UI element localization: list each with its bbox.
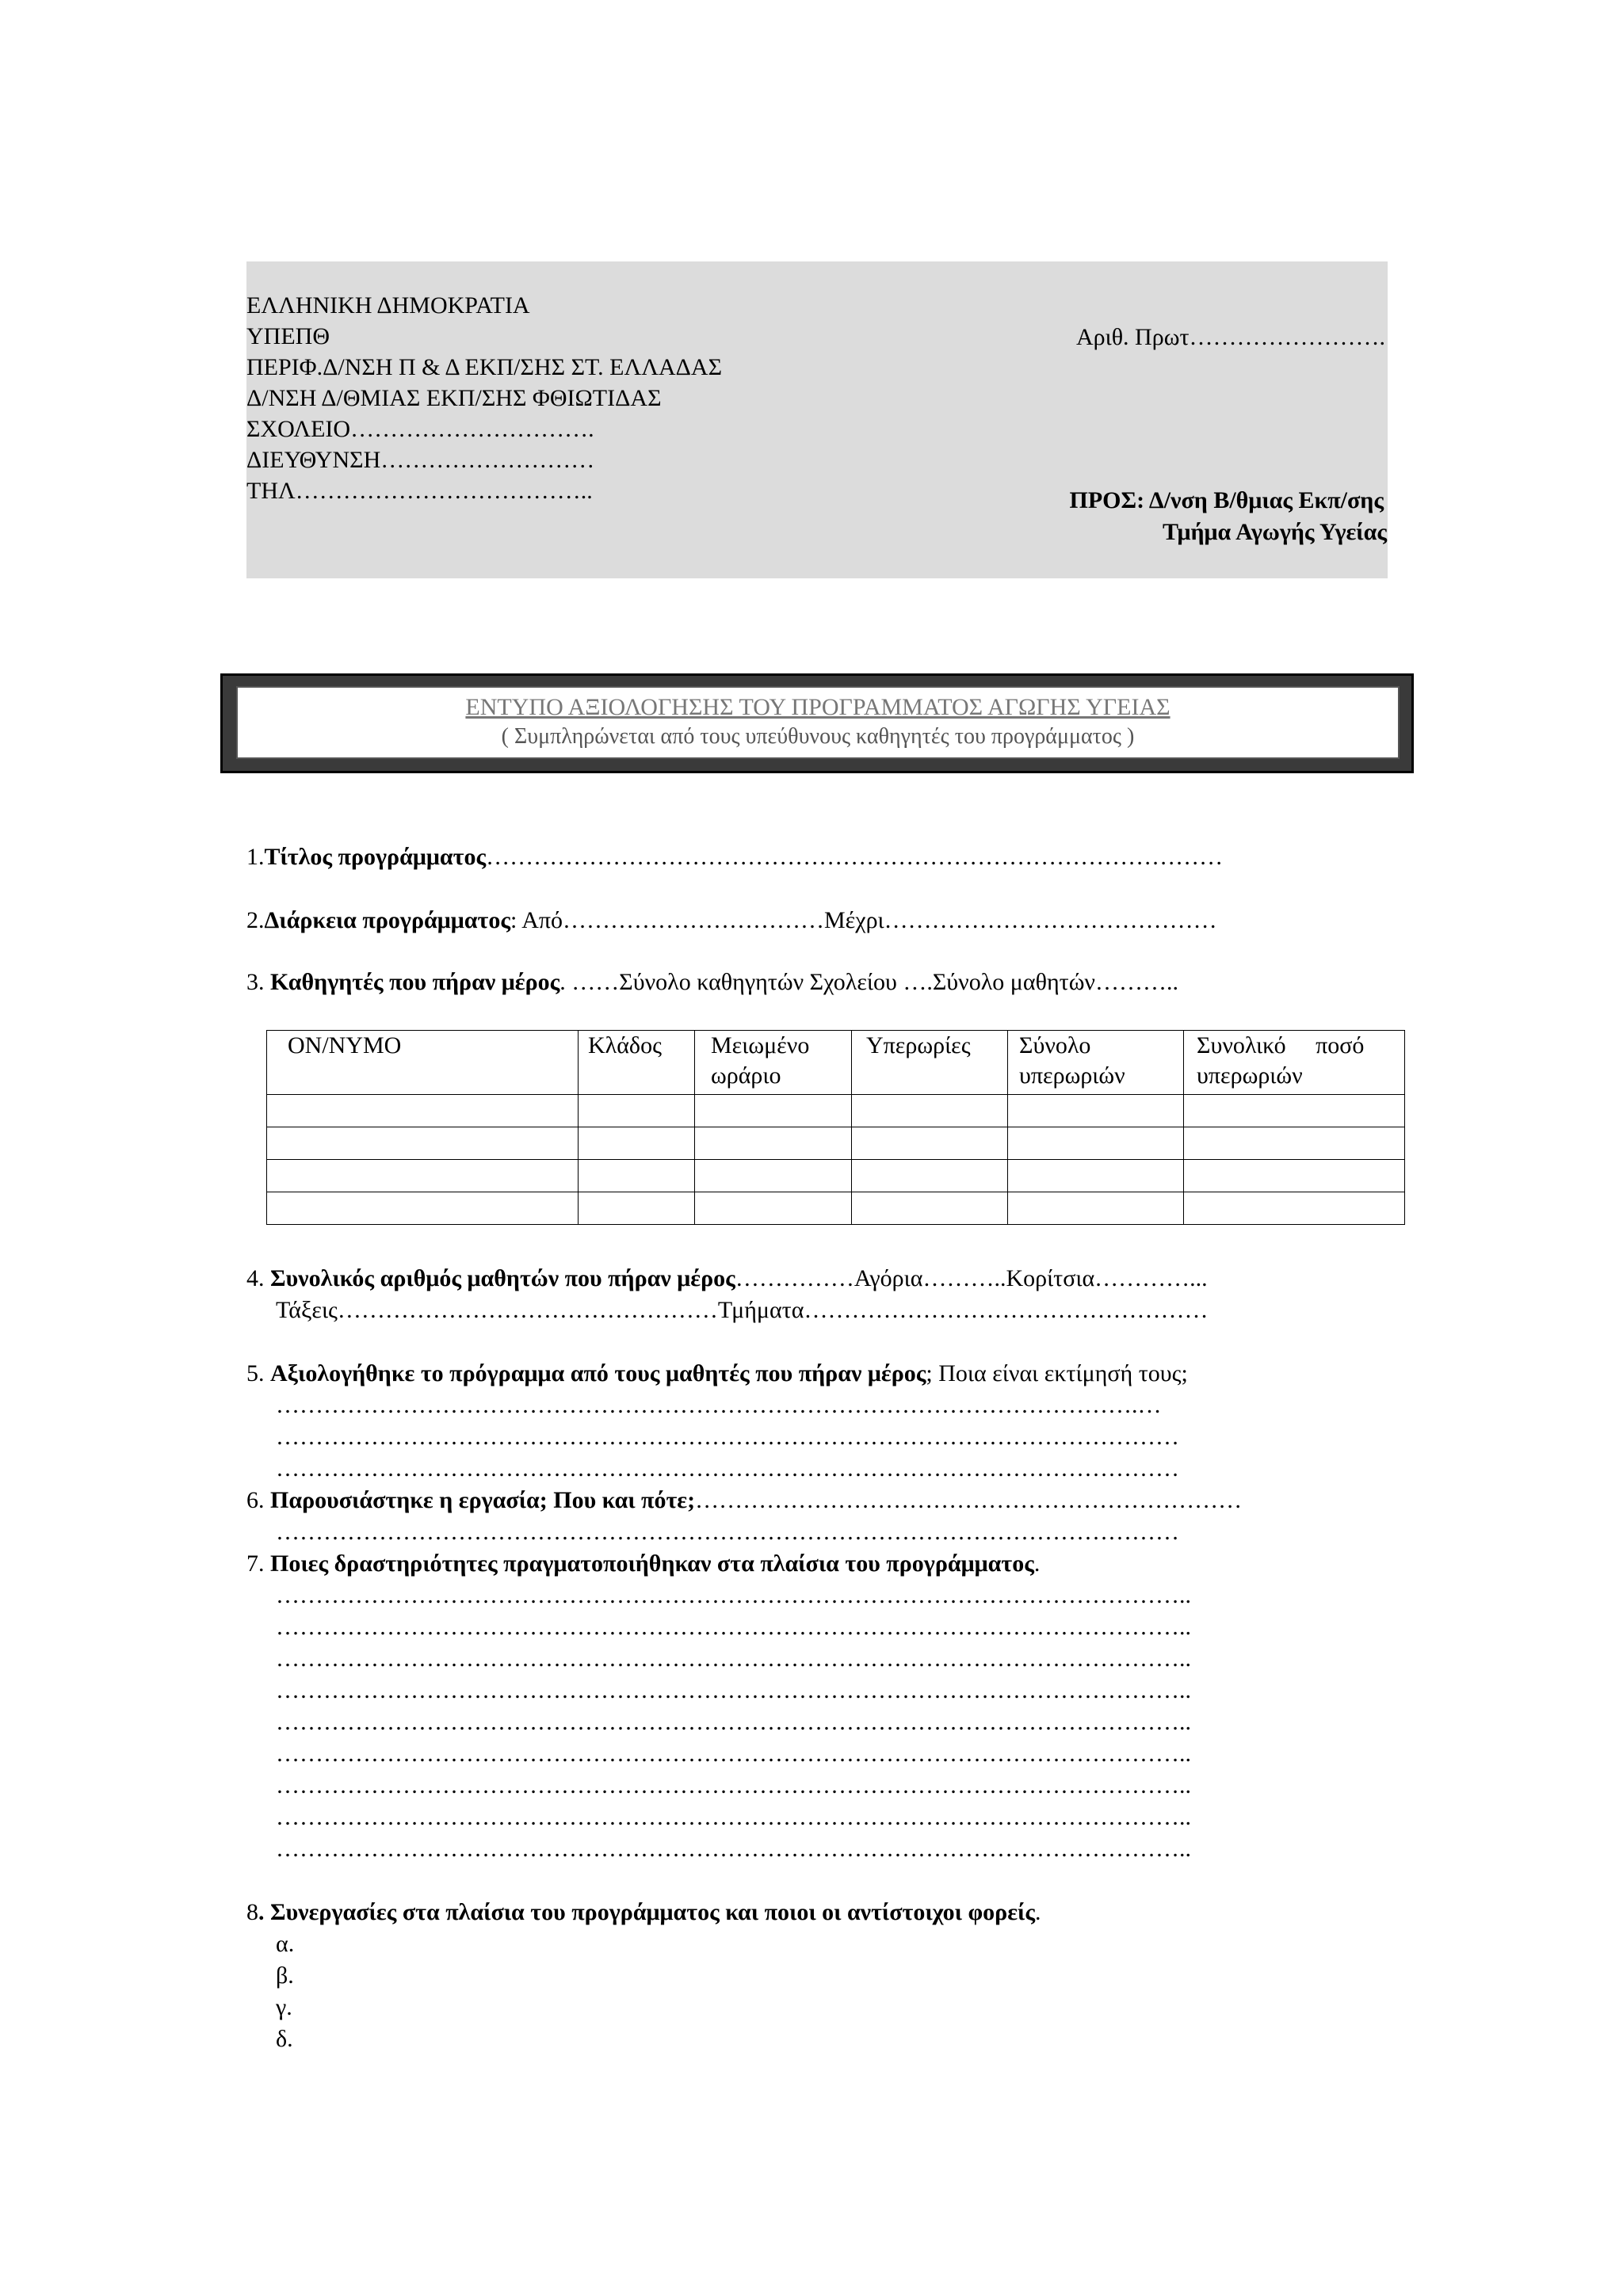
answer-line: …………………………………………………………………………………………………….. [276,1582,1191,1608]
sender-line: ΤΗΛ……………………………….. [246,478,593,504]
list-item: γ. [276,1994,292,2020]
sender-line: ΔΙΕΥΘΥΝΣΗ……………………… [246,447,595,473]
table-row [267,1192,1405,1225]
table-cell[interactable] [1008,1192,1184,1225]
table-cell[interactable] [579,1127,695,1160]
question-8: 8. Συνεργασίες στα πλαίσια του προγράμματος και ποιοι οι αντίστοιχοι φορείς. [246,1899,1041,1925]
question-7: 7. Ποιες δραστηριότητες πραγματοποιήθηκαν στα πλαίσια του προγράμματος. [246,1550,1041,1577]
table-header-row [267,1031,1405,1095]
answer-line: …………………………………………………………………………………………………….. [276,1741,1191,1767]
table-cell[interactable] [267,1192,579,1225]
duration-to: Μέχρι…………………………………… [824,907,1217,933]
recipient-line-1: ΠΡΟΣ: Δ/νση Β/θμιας Εκπ/σης [1069,487,1384,513]
duration-from: Από…………………………… [521,907,824,933]
question-7-label: Ποιες δραστηριότητες πραγματοποιήθηκαν στα πλαίσια του προγράμματος [270,1550,1034,1577]
question-6-label: Παρουσιάστηκε η εργασία; Που και πότε; [270,1487,696,1513]
question-5-label: Αξιολογήθηκε το πρόγραμμα από τους μαθητές που πήραν μέρος [270,1360,926,1386]
table-cell[interactable] [1184,1192,1405,1225]
protocol-number: Αριθ. Πρωτ……………………. [1075,324,1385,350]
table-cell[interactable] [579,1160,695,1192]
question-2-label: Διάρκεια προγράμματος [264,907,510,933]
table-cell[interactable] [267,1095,579,1127]
answer-line: …………………………………………………………………………………………………….. [276,1836,1191,1862]
question-2: 2.Διάρκεια προγράμματος: Από……………………………Μέχρι…………………………………… [246,907,1217,933]
answer-line: …………………………………………………………………………………………………….. [276,1772,1191,1798]
table-cell[interactable] [267,1127,579,1160]
sender-block [246,290,722,506]
table-cell[interactable] [852,1192,1008,1225]
sender-line: ΣΧΟΛΕΙΟ…………………………. [246,416,594,442]
answer-line: …………………………………………………………………………………………………….. [276,1677,1191,1703]
form-subtitle: ( Συμπληρώνεται από τους υπεύθυνους καθηγητές του προγράμματος ) [501,724,1135,749]
table-cell[interactable] [695,1160,852,1192]
recipient-line-2: Τμήμα Αγωγής Υγείας [1163,519,1387,545]
question-3: 3. Καθηγητές που πήραν μέρος. ……Σύνολο καθηγητών Σχολείου ….Σύνολο μαθητών……….. [246,969,1178,995]
table-cell[interactable] [1008,1095,1184,1127]
column-header: Κλάδος [579,1031,695,1095]
question-8-label: . Συνεργασίες στα πλαίσια του προγράμματος και ποιοι οι αντίστοιχοι φορείς [258,1899,1036,1925]
table-cell[interactable] [695,1192,852,1225]
answer-line: …………………………………………………………………………………………………….. [276,1709,1191,1735]
table-cell[interactable] [695,1095,852,1127]
table-cell[interactable] [852,1160,1008,1192]
table-cell[interactable] [1008,1127,1184,1160]
table-cell[interactable] [1184,1160,1405,1192]
question-6: 6. Παρουσιάστηκε η εργασία; Που και πότε;…………………………………………………………… [246,1487,1243,1513]
question-4: 4. Συνολικός αριθμός μαθητών που πήραν μέρος……………Αγόρια………..Κορίτσια…………... [246,1265,1208,1291]
table-cell[interactable] [695,1127,852,1160]
column-header: ΟΝ/ΝΥΜΟ [267,1031,579,1095]
sender-line: Δ/ΝΣΗ Δ/ΘΜΙΑΣ ΕΚΠ/ΣΗΣ ΦΘΙΩΤΙΔΑΣ [246,385,662,411]
table-cell[interactable] [267,1160,579,1192]
question-4-line-2: Τάξεις…………………………………………Τμήματα…………………………………………… [276,1297,1209,1323]
column-header: Μειωμένο ωράριο [695,1031,852,1095]
sender-line: ΥΠΕΠΘ [246,323,330,349]
list-item: δ. [276,2026,293,2052]
question-1-label: Τίτλος προγράμματος [264,844,487,870]
table-cell[interactable] [852,1127,1008,1160]
answer-line: …………………………………………………………………………………………………….. [276,1646,1191,1672]
form-title: ΕΝΤΥΠΟ ΑΞΙΟΛΟΓΗΣΗΣ ΤΟΥ ΠΡΟΓΡΑΜΜΑΤΟΣ ΑΓΩΓΗΣ ΥΓΕΙΑΣ [465,694,1170,720]
table-row [267,1127,1405,1160]
sender-line: ΕΛΛΗΝΙΚΗ ΔΗΜΟΚΡΑΤΙΑ [246,292,530,318]
question-1: 1.Τίτλος προγράμματος………………………………………………………………………………… [246,844,1224,870]
answer-line: ……………………………………………………………………………………………….… [276,1392,1162,1418]
table-cell[interactable] [579,1095,695,1127]
column-header: Συνολικό ποσό υπερωριών [1184,1031,1405,1095]
table-cell[interactable] [852,1095,1008,1127]
question-4-label: Συνολικός αριθμός μαθητών που πήραν μέρος [270,1265,735,1291]
answer-line: …………………………………………………………………………………………………….. [276,1804,1191,1830]
list-item: α. [276,1931,295,1957]
sender-line: ΠΕΡΙΦ.Δ/ΝΣΗ Π & Δ ΕΚΠ/ΣΗΣ ΣΤ. ΕΛΛΑΔΑΣ [246,354,723,380]
table-cell[interactable] [1008,1160,1184,1192]
table-cell[interactable] [1184,1095,1405,1127]
table-row [267,1160,1405,1192]
question-5: 5. Αξιολογήθηκε το πρόγραμμα από τους μαθητές που πήραν μέρος; Ποια είναι εκτίμησή τους; [246,1360,1188,1386]
answer-line: …………………………………………………………………………………………………… [276,1455,1179,1482]
list-item: β. [276,1962,294,1989]
table-row [267,1095,1405,1127]
title-box [236,686,1400,759]
column-header: Σύνολο υπερωριών [1008,1031,1184,1095]
staff-table [266,1030,1405,1225]
answer-line: …………………………………………………………………………………………………… [276,1519,1179,1545]
column-header: Υπερωρίες [852,1031,1008,1095]
answer-line: …………………………………………………………………………………………………….. [276,1614,1191,1640]
table-cell[interactable] [1184,1127,1405,1160]
question-3-label: Καθηγητές που πήραν μέρος [270,969,560,995]
table-cell[interactable] [579,1192,695,1225]
answer-line: …………………………………………………………………………………………………… [276,1424,1179,1450]
